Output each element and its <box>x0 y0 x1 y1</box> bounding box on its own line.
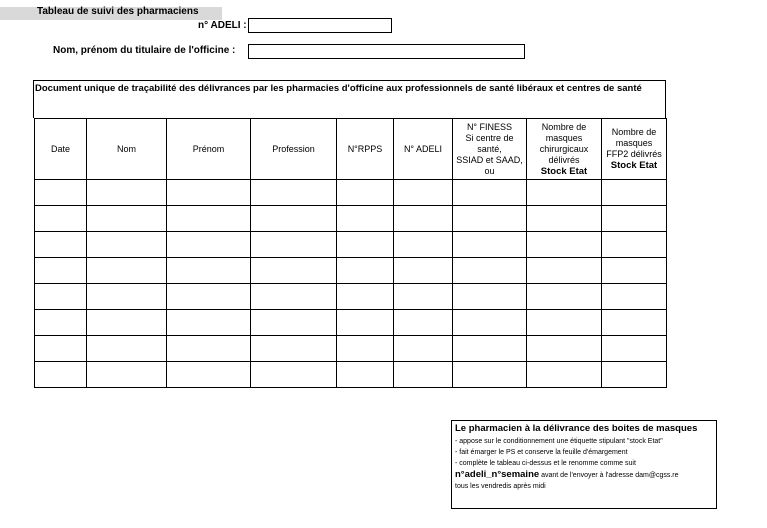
table-cell[interactable] <box>167 180 251 206</box>
column-header-line: Nombre de <box>611 127 657 137</box>
table-cell[interactable] <box>394 310 453 336</box>
table-cell[interactable] <box>602 362 667 388</box>
table-cell[interactable] <box>527 258 602 284</box>
instruction-line <box>455 469 713 481</box>
table-cell[interactable] <box>602 206 667 232</box>
table-row <box>35 310 667 336</box>
table-cell[interactable] <box>87 206 167 232</box>
column-header-strong: Stock Etat <box>540 165 588 177</box>
table-cell[interactable] <box>602 258 667 284</box>
table-cell[interactable] <box>453 284 527 310</box>
column-header-line: Nombre de <box>541 121 587 132</box>
table-cell[interactable] <box>35 180 87 206</box>
column-header <box>602 119 667 180</box>
document-title: Document unique de traçabilité des délivrances par les pharmacies d'officine aux professionnels de santé libéraux et centres de santé <box>35 83 642 94</box>
adeli-field[interactable] <box>248 18 392 33</box>
column-header <box>87 119 167 180</box>
table-cell[interactable] <box>251 284 337 310</box>
column-header-line: N° FINESS <box>466 121 513 132</box>
table-cell[interactable] <box>251 336 337 362</box>
table-body <box>35 180 667 388</box>
table-row <box>35 180 667 206</box>
table-cell[interactable] <box>602 310 667 336</box>
column-header <box>167 119 251 180</box>
table-cell[interactable] <box>527 336 602 362</box>
table-row <box>35 336 667 362</box>
table-cell[interactable] <box>87 284 167 310</box>
column-header <box>527 119 602 180</box>
table-cell[interactable] <box>167 310 251 336</box>
table-cell[interactable] <box>251 232 337 258</box>
table-cell[interactable] <box>35 258 87 284</box>
table-cell[interactable] <box>35 336 87 362</box>
instructions-box <box>451 420 717 509</box>
table-cell[interactable] <box>453 232 527 258</box>
table-cell[interactable] <box>87 258 167 284</box>
table-cell[interactable] <box>167 362 251 388</box>
instructions-title: Le pharmacien à la délivrance des boites de masques <box>455 423 698 434</box>
table-cell[interactable] <box>251 362 337 388</box>
table-cell[interactable] <box>87 336 167 362</box>
column-header <box>35 119 87 180</box>
table-cell[interactable] <box>167 206 251 232</box>
table-cell[interactable] <box>35 206 87 232</box>
column-header-strong: Stock Etat <box>610 160 658 171</box>
table-cell[interactable] <box>394 206 453 232</box>
table-header-row <box>35 119 667 180</box>
table-cell[interactable] <box>337 206 394 232</box>
column-header-line: masques <box>615 138 653 148</box>
table-cell[interactable] <box>527 310 602 336</box>
table-cell[interactable] <box>602 180 667 206</box>
table-cell[interactable] <box>453 310 527 336</box>
table-cell[interactable] <box>602 336 667 362</box>
table-cell[interactable] <box>35 232 87 258</box>
table-cell[interactable] <box>87 232 167 258</box>
table-row <box>35 206 667 232</box>
table-cell[interactable] <box>337 362 394 388</box>
table-cell[interactable] <box>527 180 602 206</box>
table-cell[interactable] <box>87 362 167 388</box>
column-header-line: délivrés <box>548 154 580 165</box>
column-header-line: SSIAD et SAAD, <box>456 154 523 165</box>
column-header-line: Nom <box>116 143 136 154</box>
table-cell[interactable] <box>394 258 453 284</box>
table-cell[interactable] <box>453 206 527 232</box>
column-header-line: N° ADELI <box>403 143 443 154</box>
table-cell[interactable] <box>602 232 667 258</box>
column-header-line: santé, <box>477 143 502 154</box>
table-cell[interactable] <box>251 180 337 206</box>
table-cell[interactable] <box>453 180 527 206</box>
table-row <box>35 284 667 310</box>
table-cell[interactable] <box>87 310 167 336</box>
table-cell[interactable] <box>337 232 394 258</box>
table-cell[interactable] <box>527 362 602 388</box>
instruction-line: - fait émarger le PS et conserve la feuille d'émargement <box>455 449 628 456</box>
table-cell[interactable] <box>167 284 251 310</box>
table-cell[interactable] <box>394 336 453 362</box>
column-header <box>337 119 394 180</box>
owner-label: Nom, prénom du titulaire de l'officine : <box>53 45 236 56</box>
table-cell[interactable] <box>87 180 167 206</box>
table-row <box>35 362 667 388</box>
table-cell[interactable] <box>527 206 602 232</box>
table-cell[interactable] <box>337 180 394 206</box>
table-cell[interactable] <box>394 232 453 258</box>
table-cell[interactable] <box>453 336 527 362</box>
page-title: Tableau de suivi des pharmaciens <box>37 6 199 17</box>
table-cell[interactable] <box>453 362 527 388</box>
tracking-table <box>34 118 667 388</box>
table-row <box>35 258 667 284</box>
column-header-line: masques <box>545 132 583 143</box>
column-header-line: Profession <box>272 143 315 154</box>
table-cell[interactable] <box>167 258 251 284</box>
column-header-line: ou <box>484 165 495 176</box>
table-cell[interactable] <box>527 284 602 310</box>
instruction-line: - appose sur le conditionnement une étiquette stipulant "stock Etat" <box>455 438 663 445</box>
table-cell[interactable] <box>527 232 602 258</box>
table-cell[interactable] <box>453 258 527 284</box>
table-cell[interactable] <box>251 206 337 232</box>
table-cell[interactable] <box>35 284 87 310</box>
instruction-send: avant de l'envoyer à l'adresse dam@cgss.re <box>539 472 679 479</box>
table-cell[interactable] <box>337 258 394 284</box>
column-header <box>394 119 453 180</box>
column-header-line: N°RPPS <box>347 143 383 154</box>
table-cell[interactable] <box>167 232 251 258</box>
table-cell[interactable] <box>602 284 667 310</box>
column-header-line: Si centre de <box>465 132 514 143</box>
table-row <box>35 232 667 258</box>
column-header-line: FFP2 délivrés <box>606 149 662 159</box>
table-cell[interactable] <box>394 284 453 310</box>
table-cell[interactable] <box>394 180 453 206</box>
adeli-label: n° ADELI : <box>198 20 247 31</box>
table-cell[interactable] <box>251 258 337 284</box>
table-cell[interactable] <box>251 310 337 336</box>
table-cell[interactable] <box>35 362 87 388</box>
filename-pattern: n°adeli_n°semaine <box>455 469 540 480</box>
table-cell[interactable] <box>337 310 394 336</box>
table-cell[interactable] <box>167 336 251 362</box>
table-cell[interactable] <box>35 310 87 336</box>
column-header <box>251 119 337 180</box>
table-cell[interactable] <box>337 336 394 362</box>
owner-field[interactable] <box>248 44 525 59</box>
column-header-line: Prénom <box>192 143 225 154</box>
table-cell[interactable] <box>337 284 394 310</box>
table-cell[interactable] <box>394 362 453 388</box>
instruction-line: tous les vendredis après midi <box>455 483 546 490</box>
column-header <box>453 119 527 180</box>
column-header-line: Date <box>50 143 70 154</box>
instruction-line: - complète le tableau ci-dessus et le renomme comme suit <box>455 460 636 467</box>
column-header-line: chirurgicaux <box>539 143 589 154</box>
